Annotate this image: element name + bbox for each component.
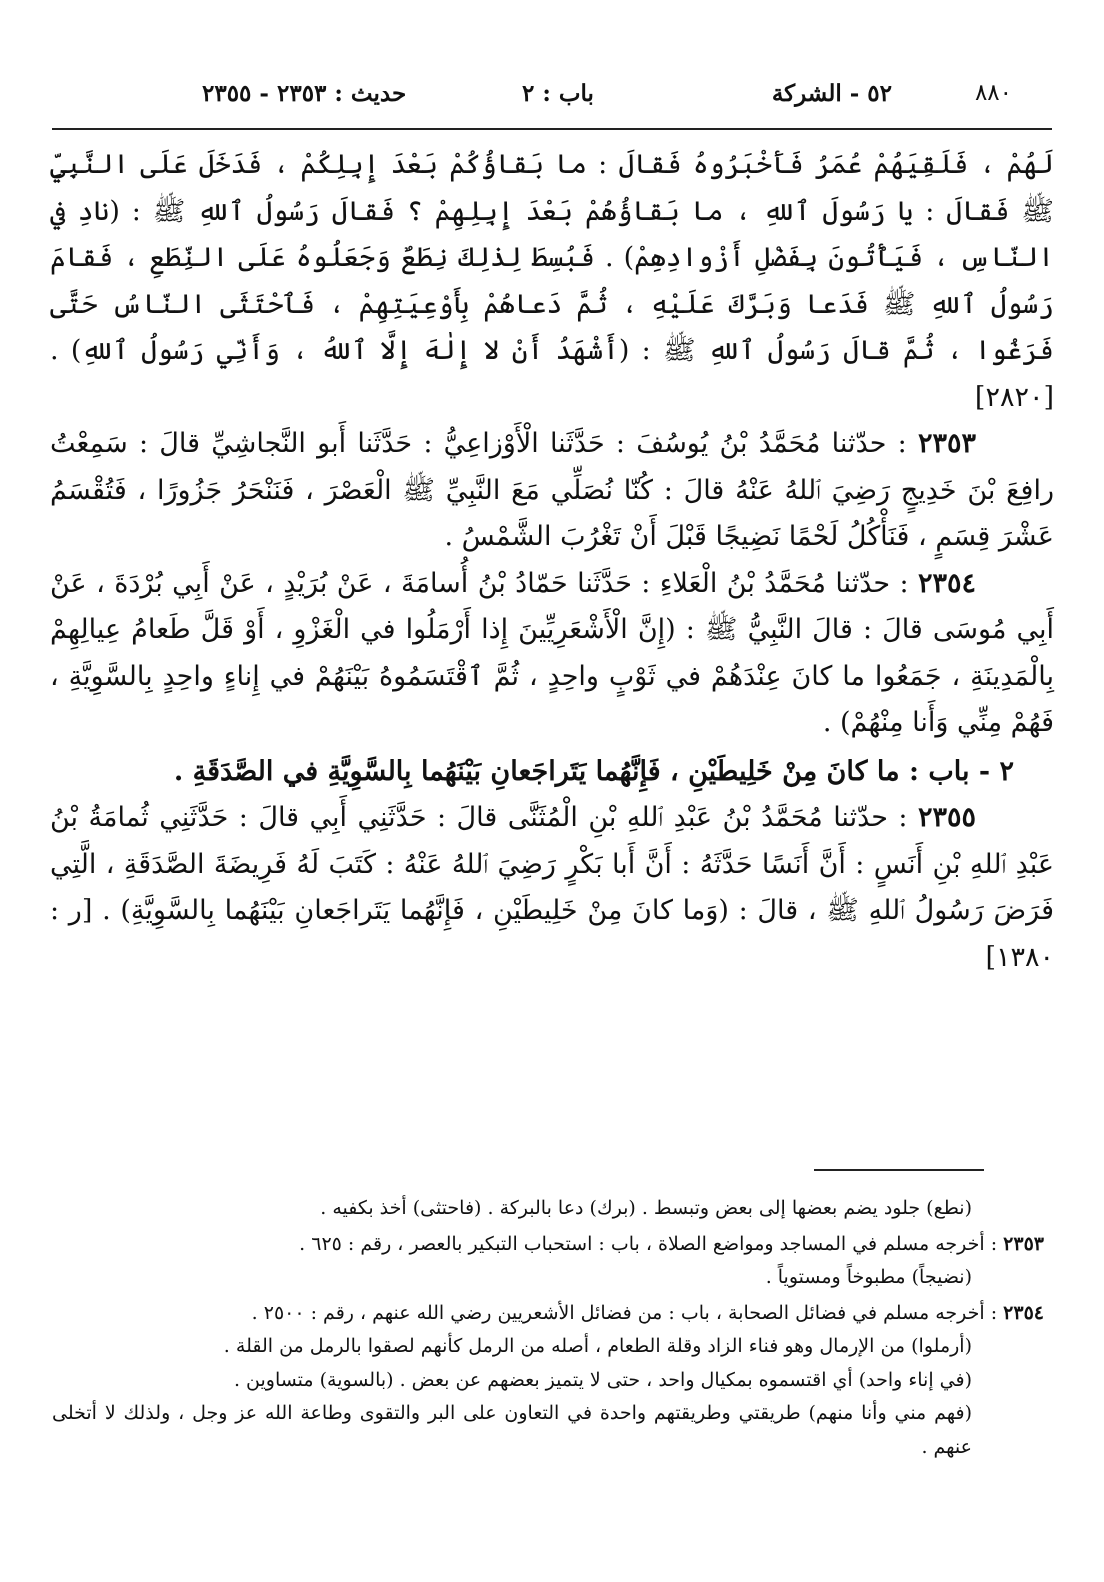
footnote-glossary: (في إناء واحد) أي اقتسموه بمكيال واحد ، حتى لا يتميز بعضهم عن بعض . (بالسوية) متساوين . — [233, 1368, 972, 1391]
hadith-2353 — [50, 421, 1054, 561]
hadith-text: : حدّثنا مُحَمَّدُ بْنُ يُوسُفَ : حَدَّثَنا الْأَوْزاعِيُّ : حَدَّثَنا أَبو النَّجاشِيِّ قالَ : سَمِعْتُ رافِعَ بْنَ خَدِيجٍ رَضِيَ ٱللهُ عَنْهُ قالَ : كُنّا نُصَلِّي مَعَ النَّبِيِّ ﷺ الْعَصْرَ ، فَنَنْحَرُ جَزُورًا ، فَتُقْسَمُ عَشْرَ قِسَمٍ ، فَنَأْكُلُ لَحْمًا نَضِيجًا قَبْلَ أَنْ تَغْرُبَ الشَّمْسُ . — [50, 428, 1054, 552]
hadith-range: حديث : ٢٣٥٣ - ٢٣٥٥ — [202, 80, 407, 107]
hadith-2355 — [50, 795, 1054, 981]
footnote-number: ٢٣٥٣ — [1003, 1232, 1044, 1255]
footnote-rule — [814, 1169, 984, 1171]
main-text — [50, 142, 1054, 981]
footnote-glossary: (أرملوا) من الإرمال وهو فناء الزاد وقلة الطعام ، أصله من الرمل كأنهم لصقوا بالرمل من القلة . — [223, 1335, 972, 1357]
hadith-number: ٢٣٥٣ — [917, 428, 976, 459]
footnote-text: : أخرجه مسلم في فضائل الصحابة ، باب : من فضائل الأشعريين رضي الله عنهم ، رقم : ٢٥٠٠ . — [251, 1301, 1004, 1324]
chapter-label: باب : ٢ — [522, 80, 594, 107]
hadith-text: : حدّثنا مُحَمَّدُ بْنُ عَبْدِ ٱللهِ بْنِ الْمُثَنَّى قالَ : حَدَّثَنِي أَبِي قالَ : حَدَّثَنِي ثُمامَةُ بْنُ عَبْدِ ٱللهِ بْنِ أَنَسٍ : أَنَّ أَنَسًا حَدَّثَهُ : أَنَّ أَبا بَكْرٍ رَضِيَ ٱللهُ عَنْهُ : كَتَبَ لَهُ فَرِيضَةَ الصَّدَقَةِ ، الَّتِي فَرَضَ رَسُولُ ٱللهِ ﷺ ، قالَ : (وَما كانَ مِنْ خَلِيطَيْنِ ، فَإِنَّهُما يَتَراجَعانِ بَيْنَهُما بِالسَّوِيَّةِ) . [ر : ١٣٨٠] — [50, 802, 1054, 973]
hadith-2354 — [50, 561, 1054, 747]
chapter-heading: ٢ - باب : ما كانَ مِنْ خَلِيطَيْنِ ، فَإِنَّهُما يَتَراجَعانِ بَيْنَهُما بِالسَّوِيَّةِ في الصَّدَقَةِ . — [173, 755, 1014, 787]
footnote-glossary: (فهم مني وأنا منهم) طريقتي وطريقتهم واحدة في التعاون على البر والتقوى وطاعة الله عز وجل ، ولذلك لا أتخلى عنهم . — [52, 1402, 972, 1458]
header-rule — [52, 128, 1052, 130]
footnote-glossary: (نضيجاً) مطبوخاً ومستوياً . — [765, 1266, 972, 1288]
book-title: ٥٢ - الشركة — [771, 80, 892, 107]
hadith-number: ٢٣٥٤ — [917, 567, 976, 599]
footnote-2353 — [52, 1228, 1044, 1262]
hadith-text: : حدّثنا مُحَمَّدُ بْنُ الْعَلاءِ : حَدَّثَنا حَمّادُ بْنُ أُسامَةَ ، عَنْ بُرَيْدٍ ، عَنْ أَبِي بُرْدَةَ ، عَنْ أَبِي مُوسَى قالَ : قالَ النَّبِيُّ ﷺ : (إِنَّ الْأَشْعَرِيِّينَ إِذا أَرْمَلُوا في الْغَزْوِ ، أَوْ قَلَّ طَعامُ عِيالِهِمْ بِالْمَدِينَةِ ، جَمَعُوا ما كانَ عِنْدَهُمْ في ثَوْبٍ واحِدٍ ، ثُمَّ ٱقْتَسَمُوهُ بَيْنَهُمْ في إِناءٍ واحِدٍ بِالسَّوِيَّةِ ، فَهُمْ مِنِّي وَأَنا مِنْهُمْ) . — [50, 567, 1054, 738]
paragraph-continuation: لَهُمْ ، فَلَقِيَهُمْ عُمَرُ فَأَخْبَرُوهُ فَقالَ : ما بَقاؤُكُمْ بَعْدَ إِبِلِكُمْ ، فَدَخَلَ عَلَى النَّبِيِّ ﷺ فَقالَ : يا رَسُولَ ٱللهِ ، ما بَقاؤُهُمْ بَعْدَ إِبِلِهِمْ ؟ فَقالَ رَسُولُ ٱللهِ ﷺ : (نادِ في النّاسِ ، فَيَأْتُونَ بِفَضْلِ أَزْوادِهِمْ) . فَبُسِطَ لِذٰلِكَ نِطَعٌ وَجَعَلُوهُ عَلَى النِّطَعِ ، فَقامَ رَسُولُ ٱللهِ ﷺ فَدَعا وَبَرَّكَ عَلَيْهِ ، ثُمَّ دَعاهُمْ بِأَوْعِيَتِهِمْ ، فَٱحْتَثَى النّاسُ حَتَّى فَرَغُوا ، ثُمَّ قالَ رَسُولُ ٱللهِ ﷺ : (أَشْهَدُ أَنْ لا إِلٰهَ إِلَّا ٱللهُ ، وَأَنِّي رَسُولُ ٱللهِ) . [٢٨٢٠] — [50, 149, 1054, 413]
footnote-2354 — [52, 1297, 1044, 1331]
footnote-glossary: (نطع) جلود يضم بعضها إلى بعض وتبسط . (برك) دعا بالبركة . (فاحتثى) أخذ بكفيه . — [320, 1197, 972, 1219]
hadith-number: ٢٣٥٥ — [917, 802, 976, 833]
footnote-number: ٢٣٥٤ — [1003, 1301, 1044, 1324]
footnote-text: : أخرجه مسلم في المساجد ومواضع الصلاة ، باب : استحباب التبكير بالعصر ، رقم : ٦٢٥ . — [299, 1232, 1004, 1255]
footnotes — [52, 1192, 1044, 1464]
page-number: ٨٨٠ — [974, 80, 1012, 106]
running-header — [52, 80, 1052, 120]
